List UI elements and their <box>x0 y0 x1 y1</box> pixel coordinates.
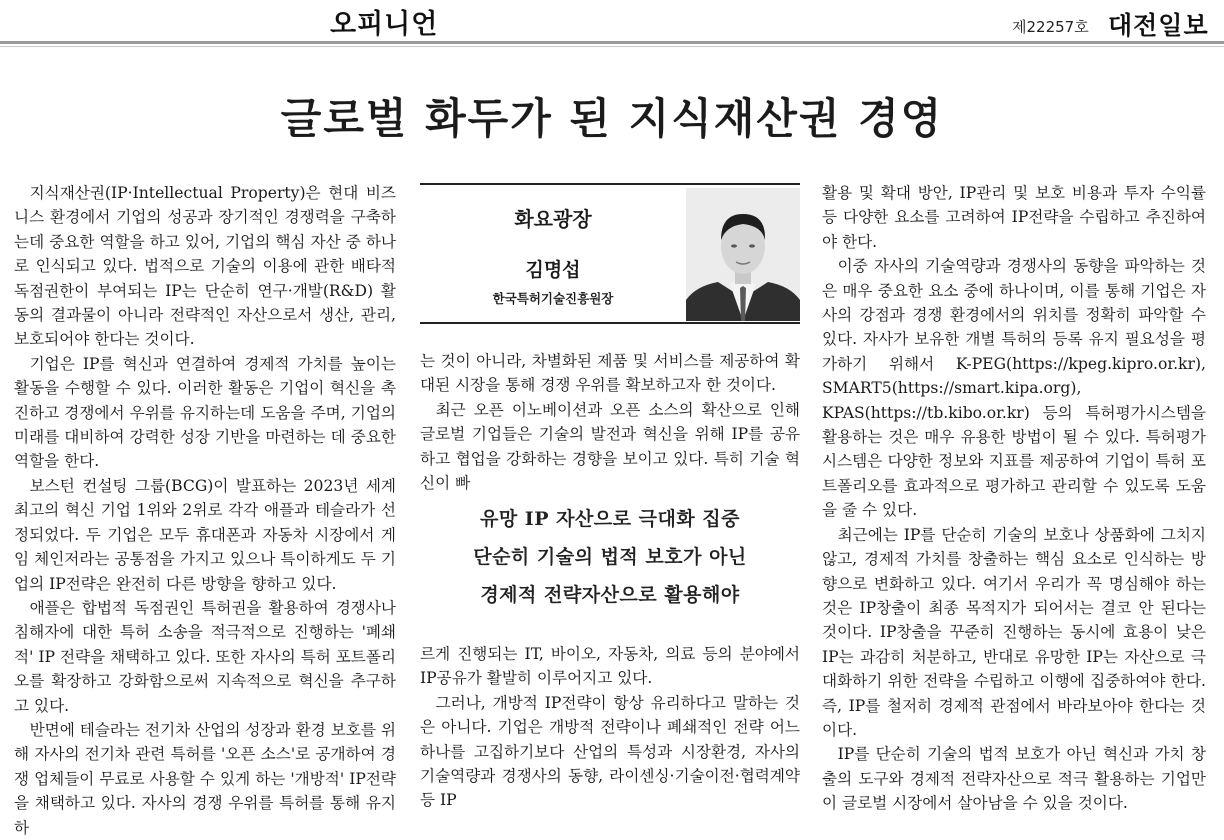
paragraph: 기업은 IP를 혁신과 연결하여 경제적 가치를 높이는 활동을 수행할 수 있다. 이러한 활동은 기업이 혁신을 촉진하고 경쟁에서 우위를 유지하는데 도움을 주며, 기업의 미래를 대비하여 강력한 성장 기반을 마련하는 데 중요한 역할을 한다. <box>14 354 396 471</box>
author-name: 김명섭 <box>525 259 581 281</box>
article-column-2-bottom <box>420 642 800 813</box>
header-rule <box>0 41 1224 44</box>
page-header <box>0 0 1224 48</box>
newspaper-name: 대전일보 <box>1108 11 1209 40</box>
paragraph: 이중 자사의 기술역량과 경쟁사의 동향을 파악하는 것은 매우 중요한 요소 중에 하나이며, 이를 통해 기업은 자사의 강점과 경쟁 환경에서의 위치를 정확히 파악할 수 있다. 자사가 보유한 개별 특허의 등록 유지 필요성을 평가하기 위해서 K-PEG(https://kpeg.kipro.or.kr), SMART5(https://smart.kipa.org), KPAS(https://tb.kibo.or.kr) 등의 특허평가시스템을 활용하는 것은 매우 유용한 방법이 될 수 있다. 특허평가시스템은 다양한 정보와 지표를 제공하여 기업이 특허 포트폴리오를 효과적으로 평가하고 관리할 수 있도록 도움을 줄 수 있다. <box>822 257 1206 520</box>
author-portrait-icon <box>686 188 800 321</box>
paragraph: 반면에 테슬라는 전기차 산업의 성장과 환경 보호를 위해 자사의 전기차 관련 특허를 '오픈 소스'로 공개하여 경쟁 업체들이 무료로 사용할 수 있게 하는 '개방적' IP전략을 채택하고 있다. 자사의 경쟁 우위를 특허를 통해 유지하 <box>14 720 396 837</box>
pull-quote <box>420 500 800 614</box>
paragraph: 활용 및 확대 방안, IP관리 및 보호 비용과 투자 수익률 등 다양한 요소를 고려하여 IP전략을 수립하고 추진하여야 한다. <box>822 184 1206 251</box>
article-headline: 글로벌 화두가 된 지식재산권 경영 <box>280 94 944 143</box>
paragraph: 최근에는 IP를 단순히 기술의 보호나 상품화에 그치지 않고, 경제적 가치를 창출하는 핵심 요소로 인식하는 방향으로 변화하고 있다. 여기서 우리가 꼭 명심해야 하는 것은 IP창출이 최종 목적지가 되어서는 결코 안 된다는 것이다. IP창출을 꾸준히 진행하는 동시에 효용이 낮은 IP는 과감히 처분하고, 반대로 유망한 IP는 자산으로 극대화하기 위한 전략을 수립하고 이행에 집중하여야 한다. 즉, IP를 철저히 경제적 관점에서 바라보아야 한다는 것이다. <box>822 525 1206 739</box>
article-column-1 <box>14 181 396 840</box>
article-column-2-top <box>420 349 800 495</box>
byline-box <box>420 183 800 324</box>
column-name: 화요광장 <box>514 207 592 231</box>
paragraph: 애플은 합법적 독점권인 특허권을 활용하여 경쟁사나 침해자에 대한 특허 소송을 적극적으로 진행하는 '폐쇄적' IP 전략을 채택하고 있다. 또한 자사의 특허 포트폴리오를 확장하고 강화함으로써 지속적으로 혁신을 추구하고 있다. <box>14 598 396 715</box>
paragraph: IP를 단순히 기술의 법적 보호가 아닌 혁신과 가치 창출의 도구와 경제적 전략자산으로 적극 활용하는 기업만이 글로벌 시장에서 살아남을 수 있을 것이다. <box>822 745 1206 813</box>
section-title: 오피니언 <box>330 9 439 40</box>
header-rule-thin <box>0 46 1224 47</box>
paragraph: 보스턴 컨설팅 그룹(BCG)이 발표하는 2023년 세계 최고의 혁신 기업 1위와 2위로 각각 애플과 테슬라가 선정되었다. 두 기업은 모두 휴대폰과 자동차 시장에서 게임 체인저라는 공통점을 가지고 있으나 특이하게도 두 기업의 IP전략은 완전히 다른 방향을 향하고 있다. <box>14 476 396 593</box>
pull-quote-line: 단순히 기술의 법적 보호가 아닌 <box>473 546 747 568</box>
paragraph: 지식재산권(IP·Intellectual Property)은 현대 비즈니스 환경에서 기업의 성공과 장기적인 경쟁력을 구축하는데 중요한 역할을 하고 있어, 기업의 핵심 자산 중 하나로 인식되고 있다. 법적으로 기술의 이용에 관한 배타적 독점권한이 부여되는 IP는 단순히 연구·개발(R&D) 활동의 결과물이 아니라 전략적인 자산으로서 생산, 관리, 보호되어야 한다는 것이다. <box>14 184 396 349</box>
paragraph: 르게 진행되는 IT, 바이오, 자동차, 의료 등의 분야에서 IP공유가 활발히 이루어지고 있다. <box>420 645 800 688</box>
author-photo <box>686 188 800 321</box>
author-affiliation: 한국특허기술진흥원장 <box>492 291 614 306</box>
pull-quote-line: 경제적 전략자산으로 활용해야 <box>480 584 740 606</box>
paragraph: 는 것이 아니라, 차별화된 제품 및 서비스를 제공하여 확대된 시장을 통해 경쟁 우위를 확보하고자 한 것이다. <box>420 352 800 395</box>
paragraph: 최근 오픈 이노베이션과 오픈 소스의 확산으로 인해 글로벌 기업들은 기술의 발전과 혁신을 위해 IP를 공유하고 협업을 강화하는 경향을 보이고 있다. 특히 기술 혁신이 빠 <box>420 400 800 493</box>
pull-quote-line: 유망 IP 자산으로 극대화 집중 <box>479 508 741 530</box>
paragraph: 그러나, 개방적 IP전략이 항상 유리하다고 말하는 것은 아니다. 기업은 개방적 전략이나 폐쇄적인 전략 어느 하나를 고집하기보다 산업의 특성과 시장환경, 자사의 기술역량과 경쟁사의 동향, 라이센싱·기술이전·협력계약 등 IP <box>420 693 800 810</box>
article-column-3 <box>822 181 1206 816</box>
issue-number: 제22257호 <box>1012 18 1089 36</box>
